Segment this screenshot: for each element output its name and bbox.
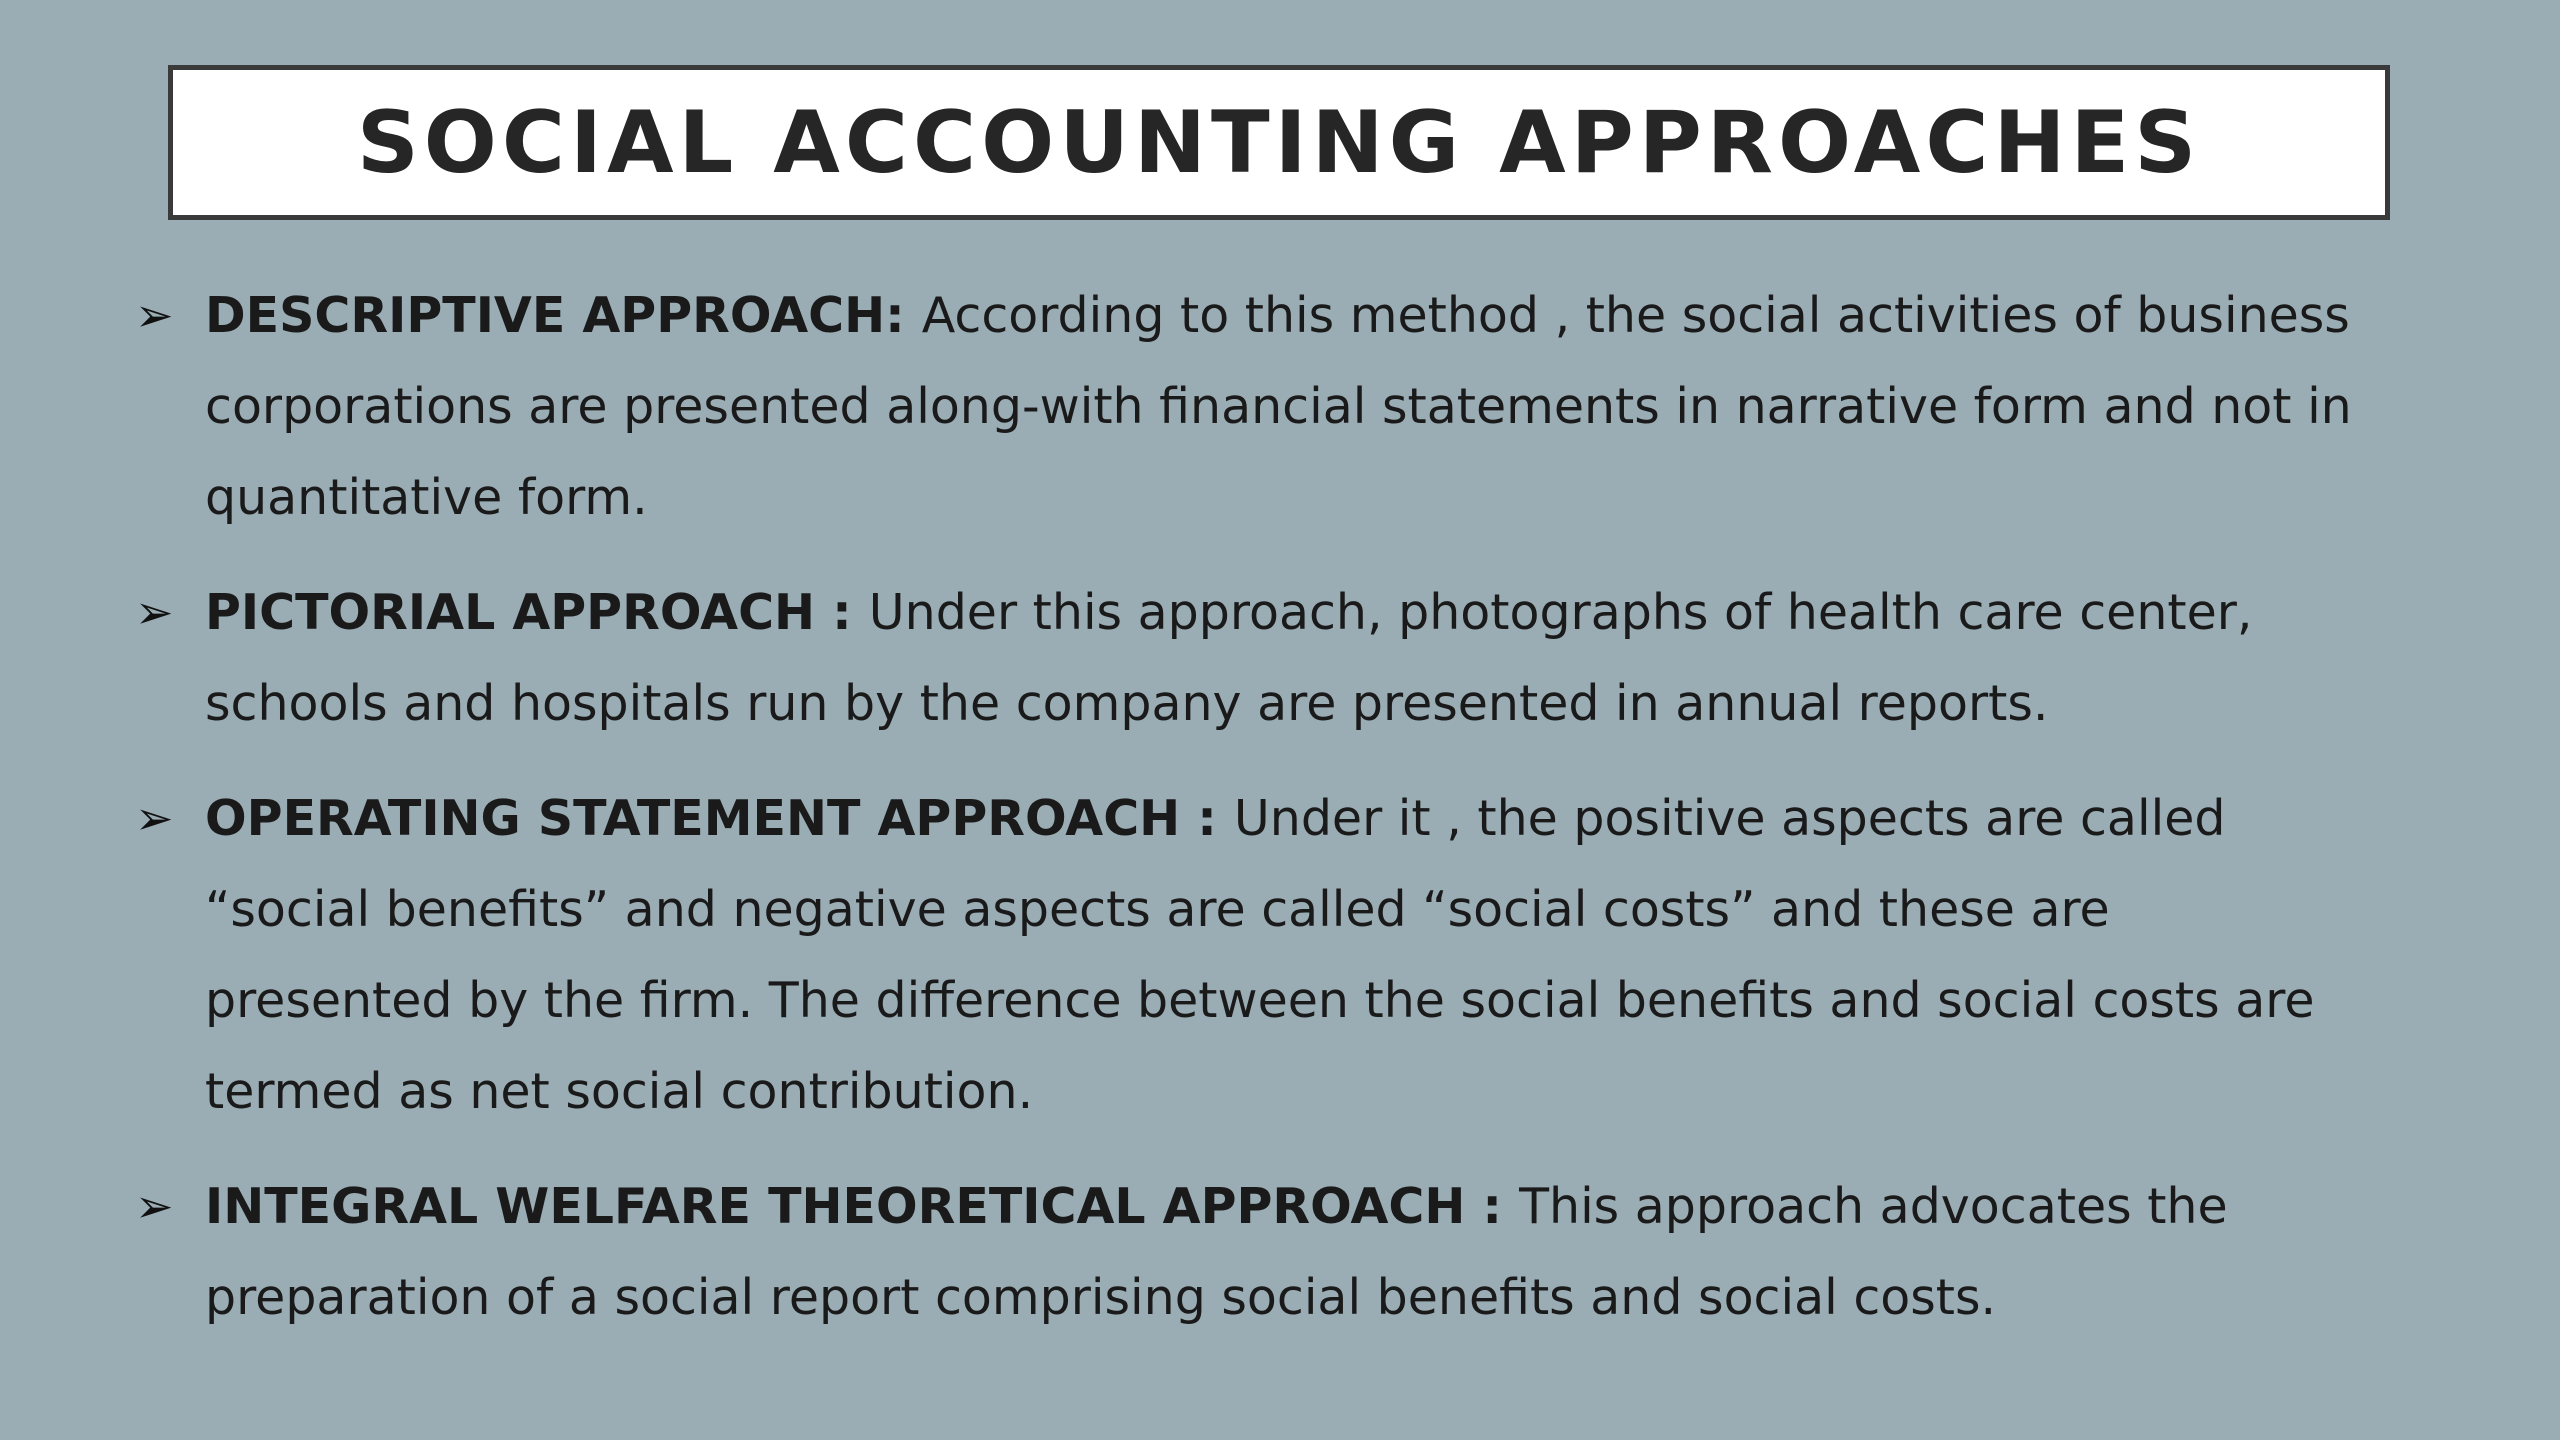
bullet-text: According to this method , the social activities of business corporations are presented along-with financial statements in narrative form and not in quantitative form. <box>205 287 2352 526</box>
arrowhead-bullet-icon: ➢ <box>135 1179 174 1233</box>
bullet-text: Under this approach, photographs of health care center, schools and hospitals run by the company are presented in annual reports. <box>205 584 2253 732</box>
bullet-descriptive-approach <box>135 270 2365 543</box>
bullet-pictorial-approach <box>135 567 2365 749</box>
bullet-text: This approach advocates the preparation of a social report comprising social benefits and social costs. <box>205 1178 2228 1326</box>
bullet-heading: INTEGRAL WELFARE THEORETICAL APPROACH : <box>205 1178 1520 1235</box>
arrowhead-bullet-icon: ➢ <box>135 288 174 342</box>
arrowhead-bullet-icon: ➢ <box>135 791 174 845</box>
bullet-operating-statement-approach <box>135 773 2365 1137</box>
bullet-heading: PICTORIAL APPROACH : <box>205 584 869 641</box>
arrowhead-bullet-icon: ➢ <box>135 585 174 639</box>
bullet-heading: DESCRIPTIVE APPROACH: <box>205 287 922 344</box>
bullet-list <box>135 270 2365 1367</box>
bullet-text: Under it , the positive aspects are called “social benefits” and negative aspects are called “social costs” and these are presented by the firm. The difference between the social benefits and social costs are termed as net social contribution. <box>205 790 2315 1120</box>
slide-title: SOCIAL ACCOUNTING APPROACHES <box>356 92 2202 193</box>
bullet-integral-welfare-approach <box>135 1161 2365 1343</box>
bullet-heading: OPERATING STATEMENT APPROACH : <box>205 790 1234 847</box>
title-box <box>168 65 2390 220</box>
